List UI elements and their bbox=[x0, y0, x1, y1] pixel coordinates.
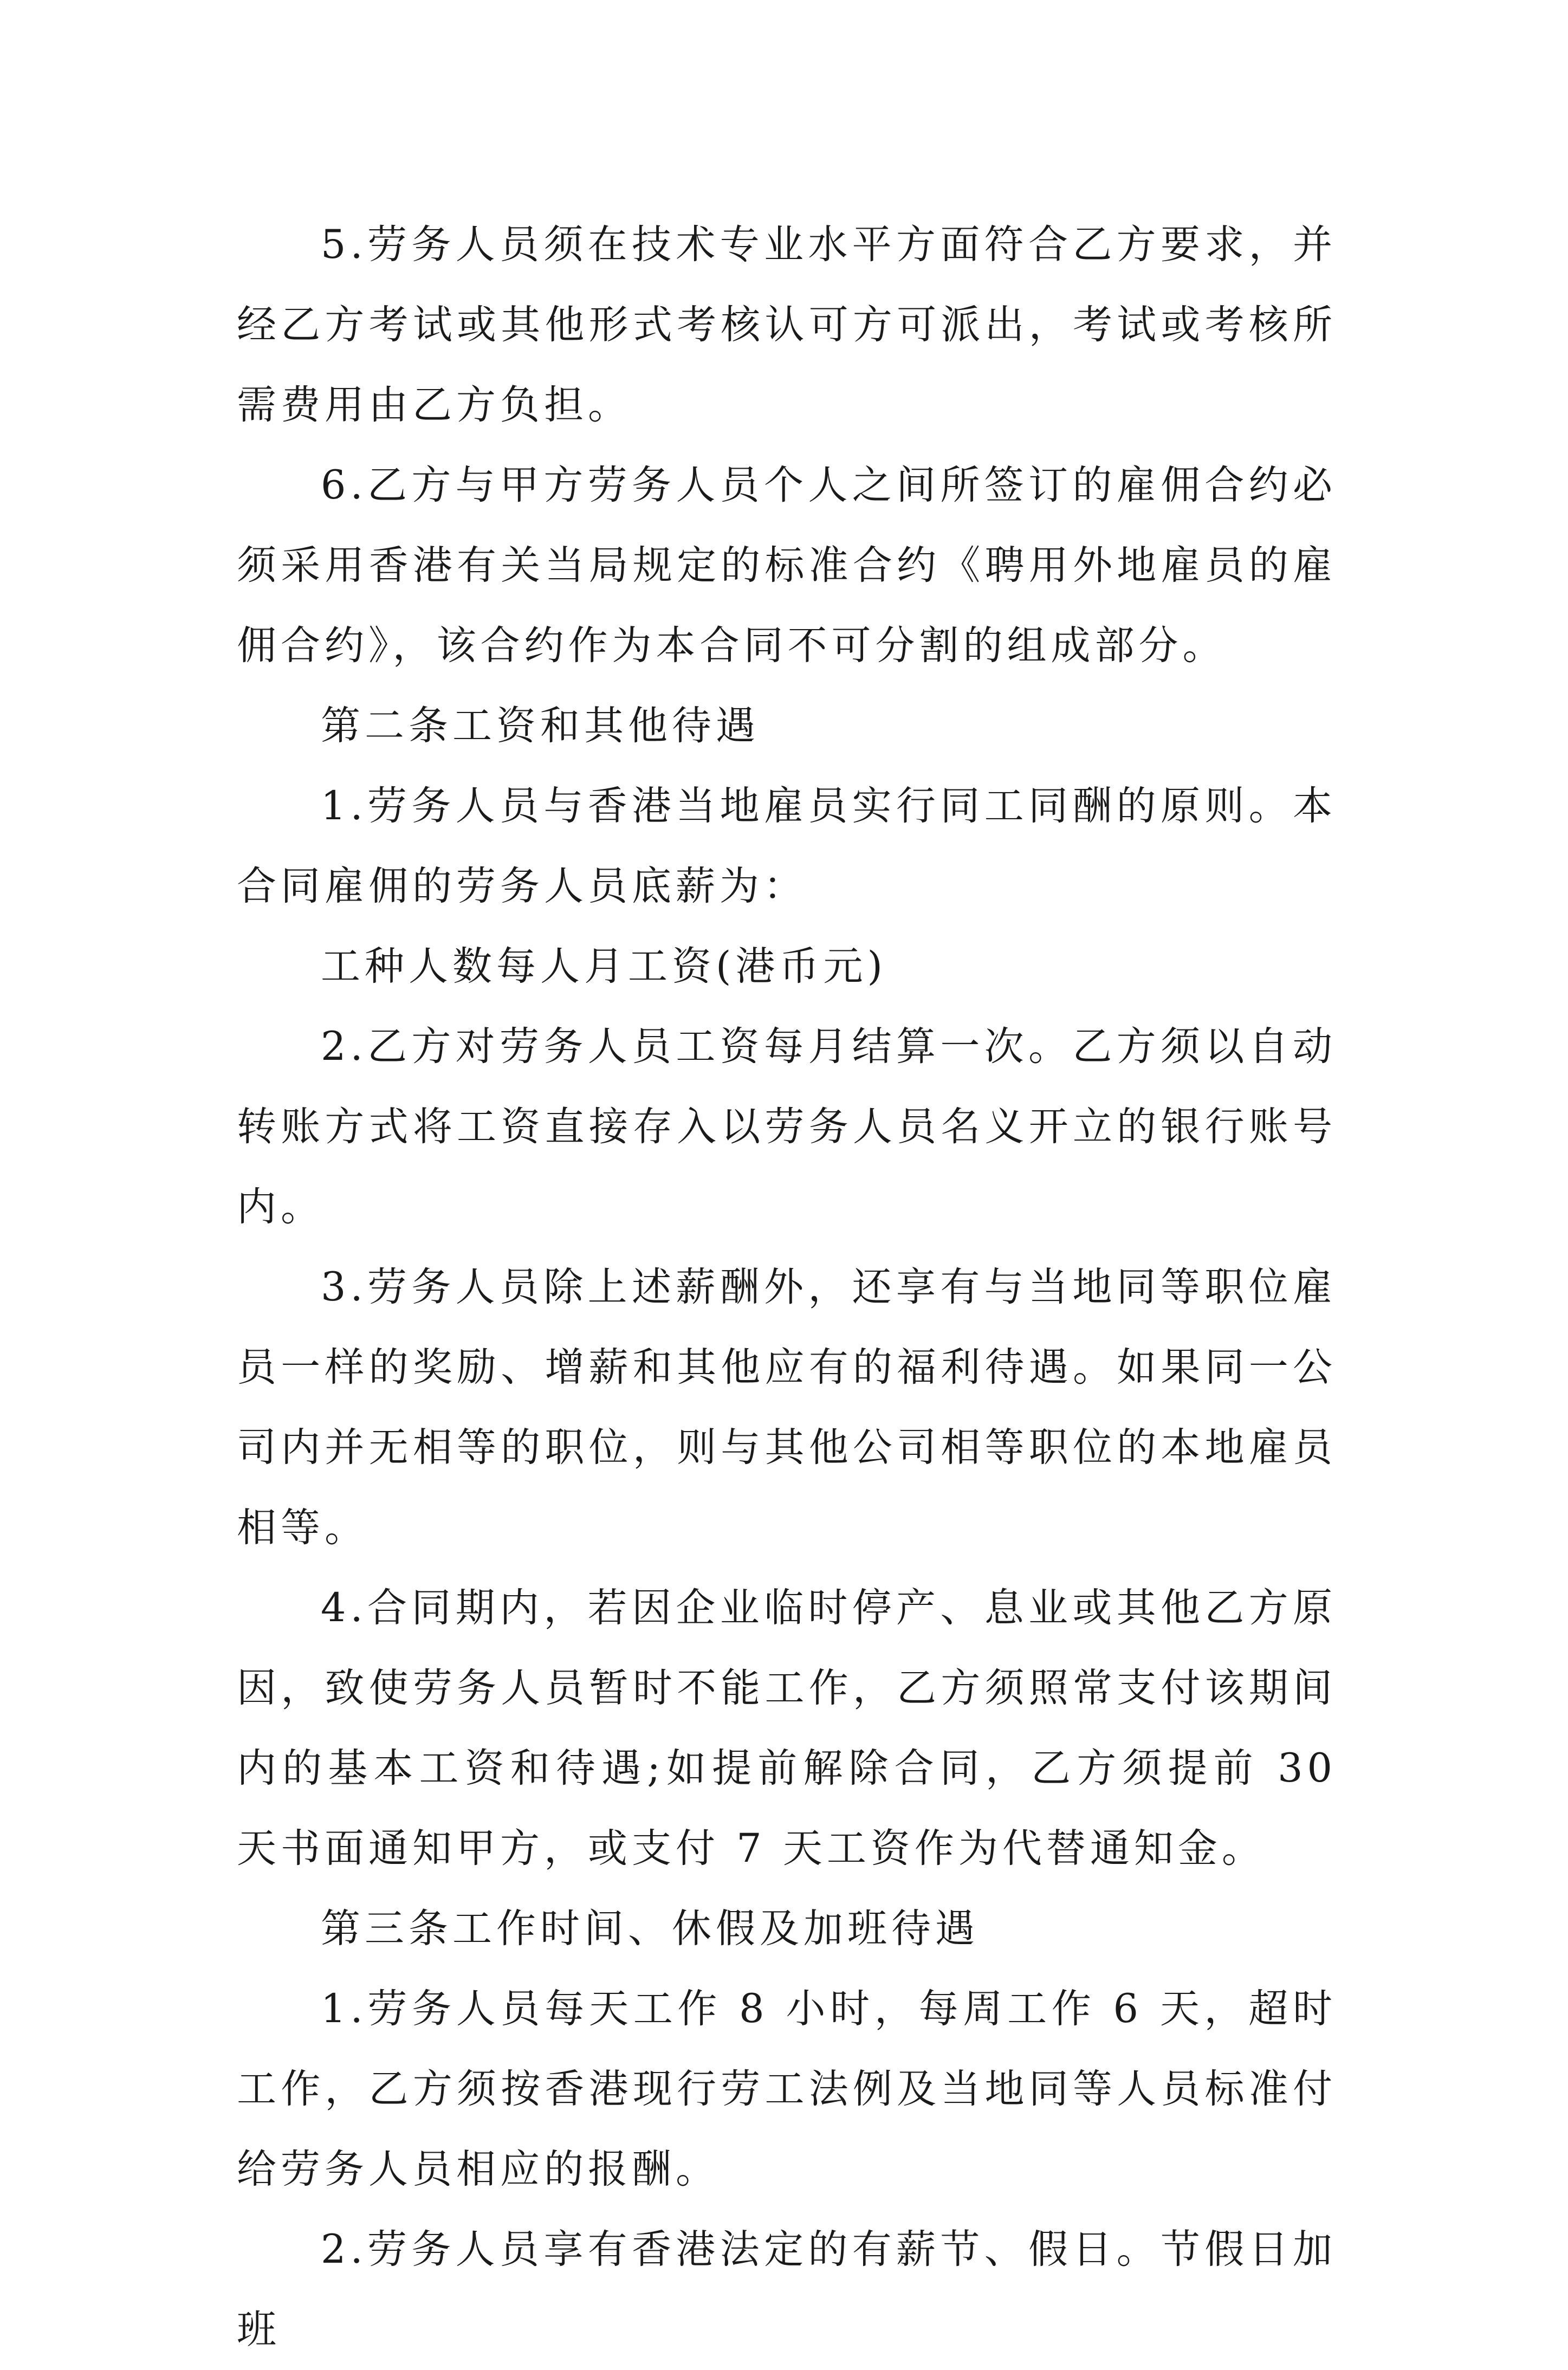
clause-paragraph-5: 5.劳务人员须在技术专业水平方面符合乙方要求，并经乙方考试或其他形式考核认可方可派出，考试或考核所需费用由乙方负担。 bbox=[237, 222, 1337, 428]
clause-paragraph-2-4: 4.合同期内，若因企业临时停产、息业或其他乙方原因，致使劳务人员暂时不能工作，乙方须照常支付该期间内的基本工资和待遇;如提前解除合同，乙方须提前 30 天书面通知甲方，或支付 7 天工资作为代替通知金。 bbox=[237, 1585, 1337, 1872]
clause-paragraph-6: 6.乙方与甲方劳务人员个人之间所签订的雇佣合约必须采用香港有关当局规定的标准合约《聘用外地雇员的雇佣合约》，该合约作为本合同不可分割的组成部分。 bbox=[237, 462, 1337, 669]
clause-paragraph-2-2: 2.乙方对劳务人员工资每月结算一次。乙方须以自动转账方式将工资直接存入以劳务人员名义开立的银行账号内。 bbox=[237, 1024, 1337, 1230]
clause-paragraph-3-2: 2.劳务人员享有香港法定的有薪节、假日。节假日加班 bbox=[237, 2226, 1337, 2353]
document-body bbox=[237, 205, 1337, 2370]
clause-paragraph-2-3: 3.劳务人员除上述薪酬外，还享有与当地同等职位雇员一样的奖励、增薪和其他应有的福利待遇。如果同一公司内并无相等的职位，则与其他公司相等职位的本地雇员相等。 bbox=[237, 1264, 1337, 1551]
wage-table-header: 工种人数每人月工资(港币元) bbox=[321, 943, 887, 989]
clause-paragraph-2-1: 1.劳务人员与香港当地雇员实行同工同酬的原则。本合同雇佣的劳务人员底薪为： bbox=[237, 783, 1337, 909]
section-heading-article-3: 第三条工作时间、休假及加班待遇 bbox=[321, 1906, 979, 1952]
clause-paragraph-3-1: 1.劳务人员每天工作 8 小时，每周工作 6 天，超时工作，乙方须按香港现行劳工法例及当地同等人员标准付给劳务人员相应的报酬。 bbox=[237, 1986, 1337, 2192]
section-heading-article-2: 第二条工资和其他待遇 bbox=[321, 703, 760, 749]
